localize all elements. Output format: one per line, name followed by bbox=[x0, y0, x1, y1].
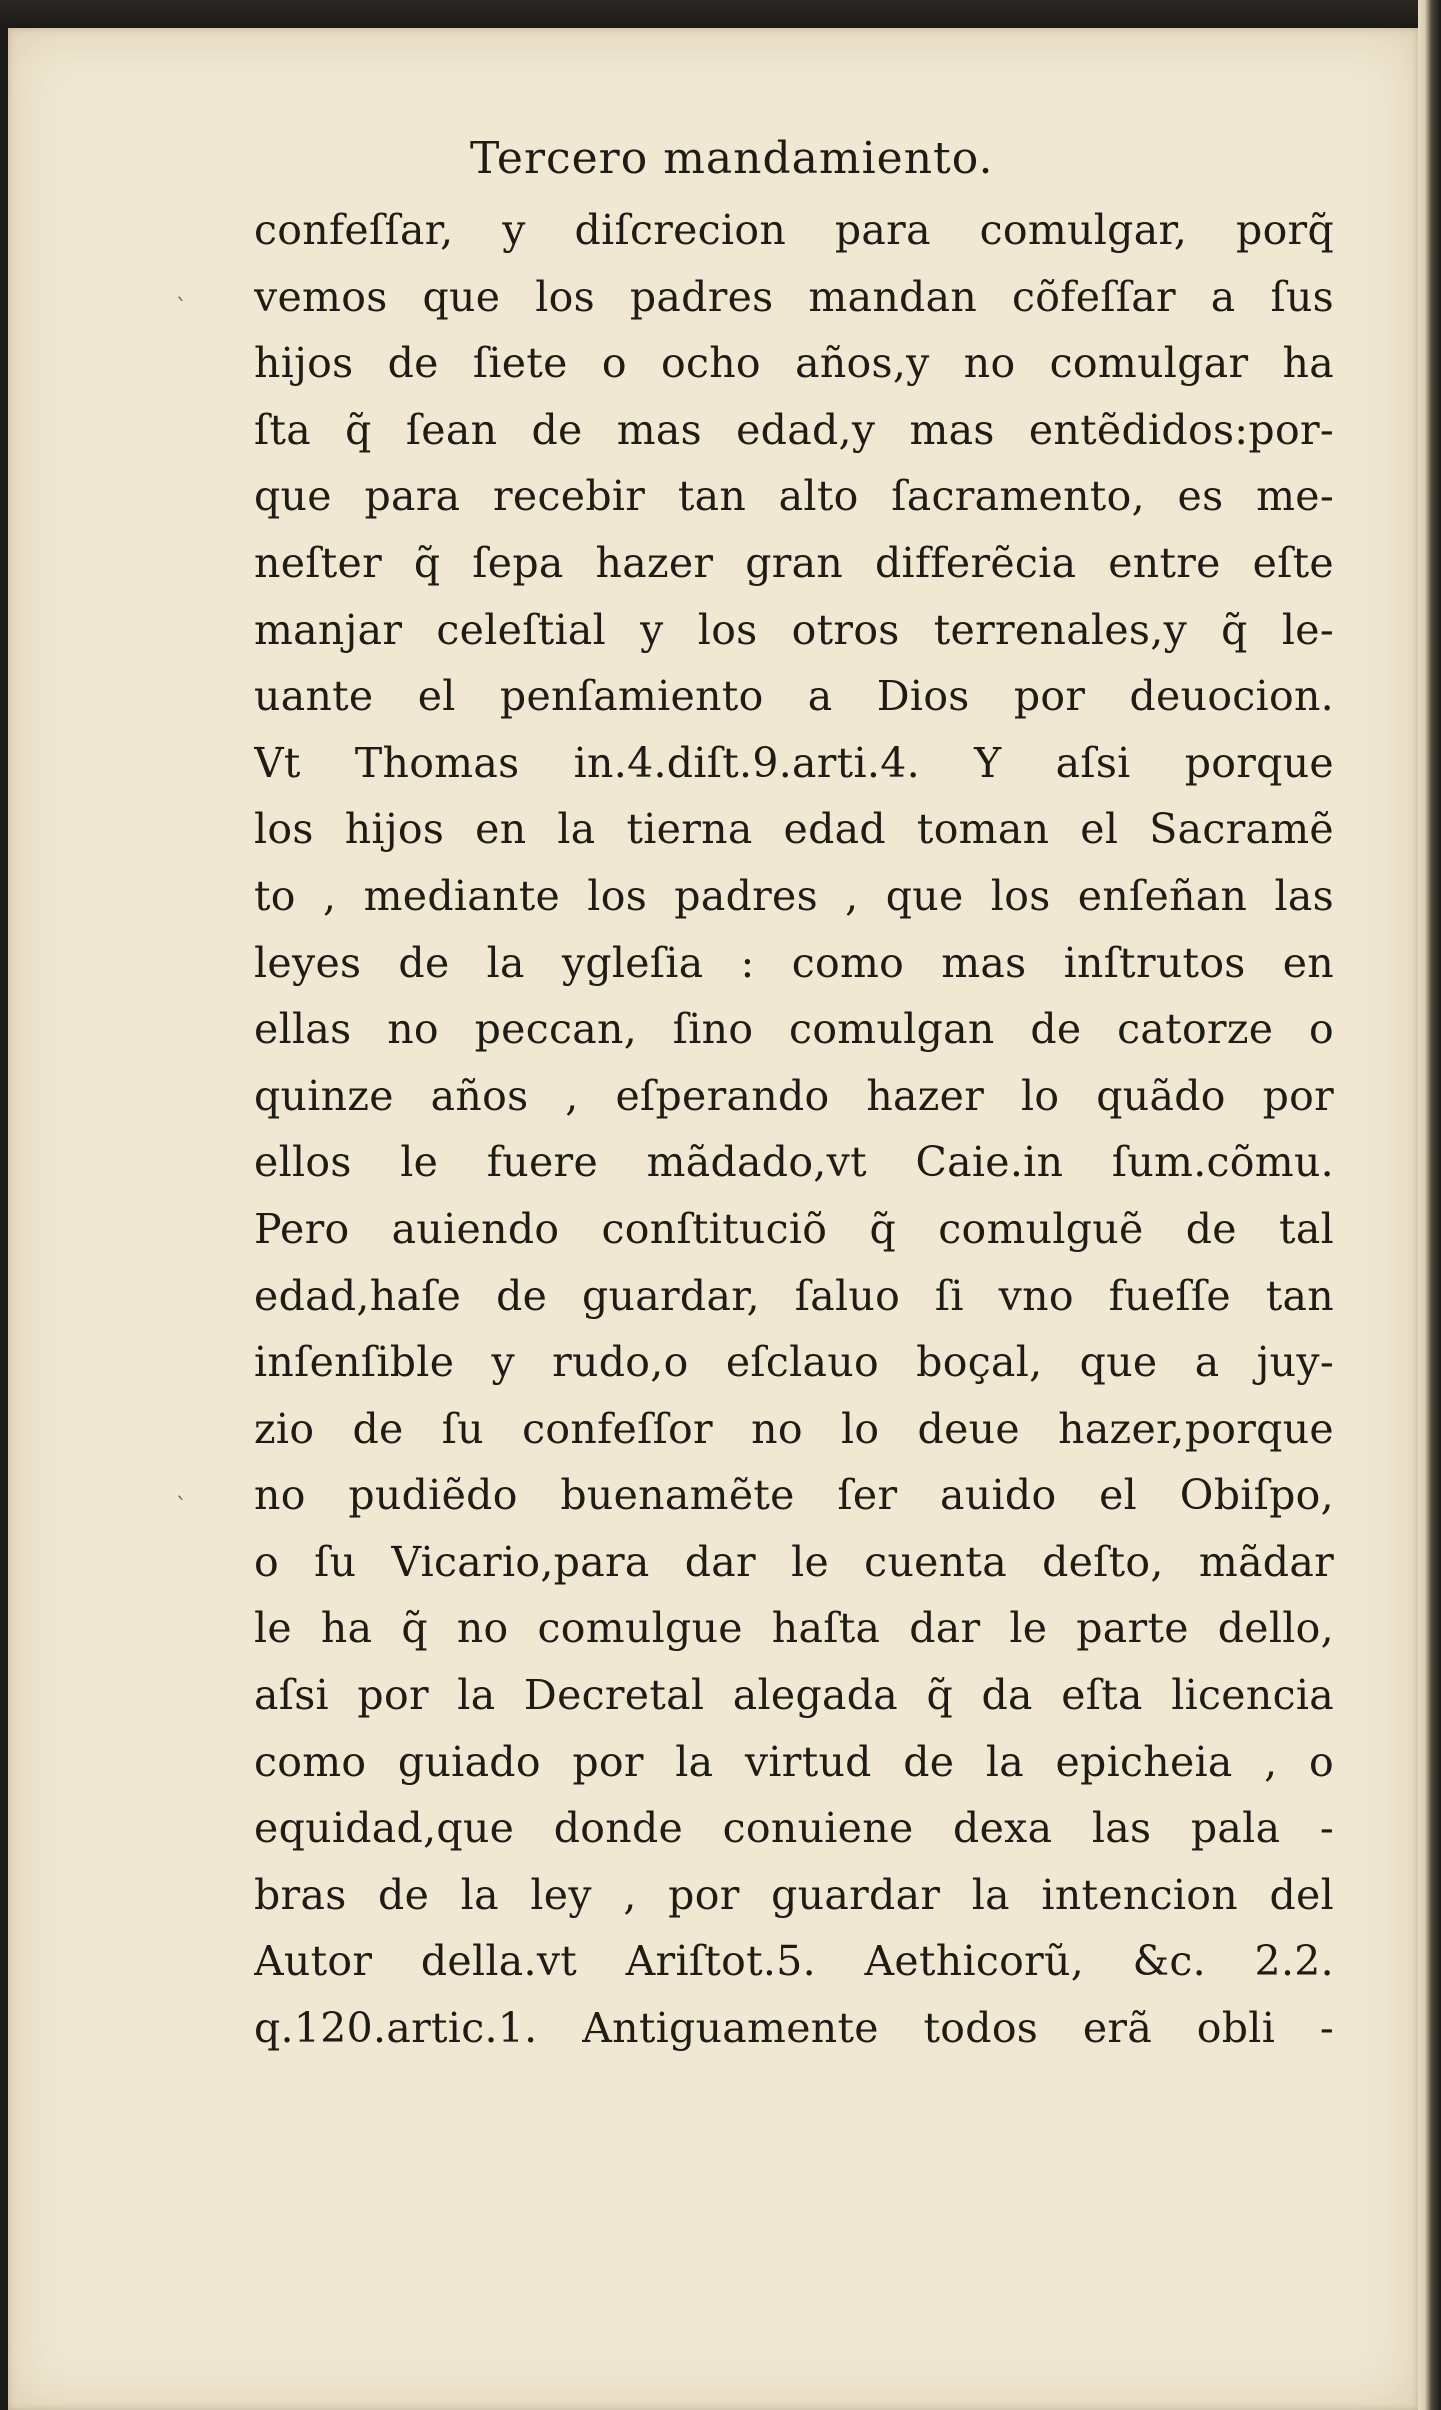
text-line: ellos le fuere mãdado,vt Caie.in ſum.cõmu. bbox=[254, 1138, 1334, 1187]
text-line: que para recebir tan alto ſacramento, es me- bbox=[254, 472, 1334, 521]
text-line: Pero auiendo conſtituciõ q̃ comulguẽ de tal bbox=[254, 1204, 1334, 1253]
text-line: le ha q̃ no comulgue haſta dar le parte dello, bbox=[254, 1604, 1334, 1653]
text-line: o ſu Vicario,para dar le cuenta deſto, mãdar bbox=[254, 1537, 1334, 1586]
text-line: zio de ſu confeſſor no lo deue hazer,porque bbox=[254, 1404, 1334, 1453]
text-line: to , mediante los padres , que los enſeñan las bbox=[254, 871, 1334, 920]
text-line: bras de la ley , por guardar la intencion del bbox=[254, 1870, 1334, 1919]
text-line: neſter q̃ ſepa hazer gran differẽcia entre eſte bbox=[254, 538, 1334, 587]
text-line: vemos que los padres mandan cõfeſſar a ſus bbox=[254, 272, 1334, 321]
text-line: edad,haſe de guardar, ſaluo ſi vno fueſſe tan bbox=[254, 1271, 1334, 1320]
text-line: confeſſar, y diſcrecion para comulgar, porq̃ bbox=[254, 206, 1334, 254]
text-line: uante el penſamiento a Dios por deuocion. bbox=[254, 672, 1334, 721]
text-line: hijos de ſiete o ocho años,y no comulgar ha bbox=[254, 339, 1334, 388]
text-line: ſta q̃ ſean de mas edad,y mas entẽdidos:por- bbox=[254, 405, 1334, 454]
margin-mark: ` bbox=[176, 296, 187, 321]
text-line: como guiado por la virtud de la epicheia , o bbox=[254, 1737, 1334, 1786]
text-line: aſsi por la Decretal alegada q̃ da eſta licencia bbox=[254, 1671, 1334, 1720]
text-line: manjar celeſtial y los otros terrenales,y q̃ le- bbox=[254, 605, 1334, 654]
margin-mark: ` bbox=[176, 1495, 187, 1520]
body-text bbox=[254, 197, 1334, 2062]
text-line: equidad,que donde conuiene dexa las pala - bbox=[254, 1804, 1334, 1853]
text-line: inſenſible y rudo,o eſclauo boçal, que a juy- bbox=[254, 1338, 1334, 1387]
running-head: Tercero mandamiento. bbox=[470, 133, 994, 184]
text-line: Vt Thomas in.4.diſt.9.arti.4. Y aſsi porque bbox=[254, 738, 1334, 787]
text-line: Autor della.vt Ariſtot.5. Aethicorũ, &c. 2.2. bbox=[254, 1937, 1334, 1986]
text-line: los hijos en la tierna edad toman el Sacramẽ bbox=[254, 805, 1334, 854]
page-fore-edge bbox=[1418, 0, 1441, 2410]
text-line: no pudiẽdo buenamẽte ſer auido el Obiſpo, bbox=[254, 1471, 1334, 1520]
text-line: ellas no peccan, ſino comulgan de catorze o bbox=[254, 1005, 1334, 1054]
scan-top-edge bbox=[0, 0, 1441, 28]
text-line: q.120.artic.1. Antiguamente todos erã obli - bbox=[254, 2004, 1334, 2053]
text-line: quinze años , eſperando hazer lo quãdo por bbox=[254, 1071, 1334, 1120]
text-line: leyes de la ygleſia : como mas inſtrutos en bbox=[254, 938, 1334, 987]
